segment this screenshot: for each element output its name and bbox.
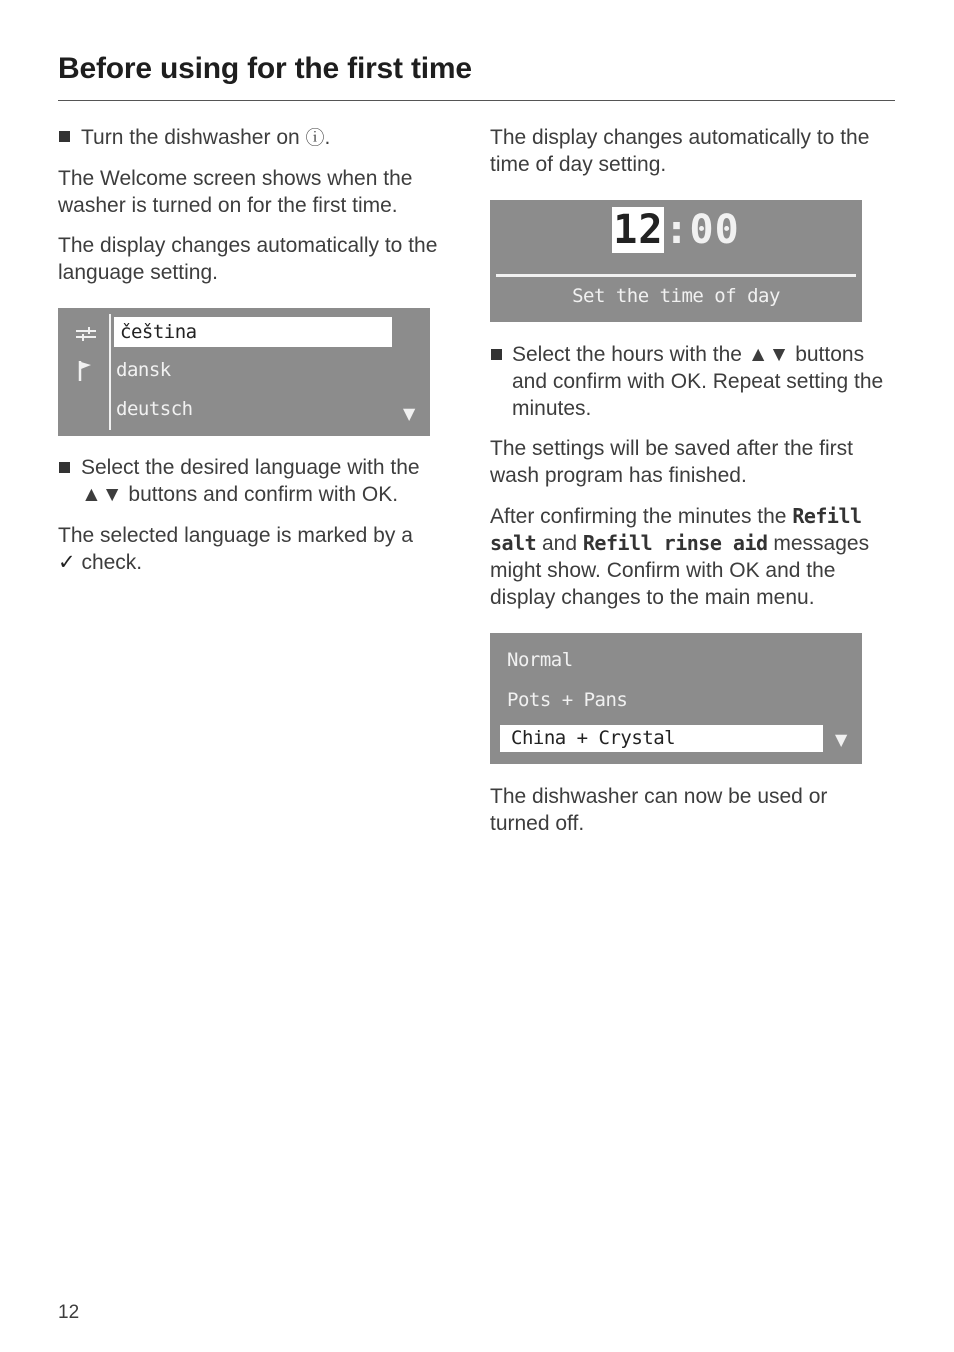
language-item-label: dansk: [116, 359, 171, 381]
main-menu-display: [490, 633, 862, 764]
scroll-down-icon: ▼: [835, 730, 848, 749]
language-item[interactable]: [116, 398, 193, 420]
bullet-icon: [59, 131, 70, 142]
language-paragraph: The display changes automatically to the language setting.: [58, 234, 438, 284]
time-display: [490, 200, 862, 322]
refill-salt-msg-a: Refill: [792, 504, 862, 528]
language-item-label: deutsch: [116, 398, 193, 420]
time-paragraph: The display changes automatically to the time of day setting.: [490, 126, 870, 176]
program-item[interactable]: [507, 689, 627, 711]
program-item-label: Pots + Pans: [507, 689, 628, 711]
after-and: and: [536, 532, 583, 555]
page-number: 12: [58, 1302, 80, 1323]
step-select-language: Select the desired language with the ▲▼ buttons and confirm with OK.: [81, 456, 420, 506]
bullet-icon: [491, 349, 502, 360]
program-item-selected[interactable]: [500, 725, 823, 752]
refill-rinse-aid-msg: Refill rinse aid: [582, 531, 768, 555]
step-turn-on: [81, 124, 461, 152]
power-icon: ⓘ: [305, 128, 325, 149]
language-item[interactable]: [116, 359, 171, 381]
time-divider: [496, 274, 856, 277]
flag-icon: [78, 360, 94, 386]
after-text-1: After confirming the minutes the: [490, 505, 793, 528]
final-paragraph: The dishwasher can now be used or turned off.: [490, 785, 828, 835]
program-item-label: Normal: [507, 649, 573, 671]
step-set-time: Select the hours with the ▲▼ buttons and confirm with OK. Repeat setting the minutes.: [512, 343, 884, 420]
time-readout: [490, 206, 862, 254]
settings-sliders-icon: [75, 326, 97, 346]
marked-text-b: check.: [75, 551, 143, 574]
program-item-label: China + Crystal: [511, 727, 676, 749]
welcome-paragraph: The Welcome screen shows when the washer is turned on for the first time.: [58, 167, 413, 217]
title-divider: [58, 100, 895, 101]
step-turn-on-text: Turn the dishwasher on: [81, 126, 306, 149]
language-display: [58, 308, 430, 436]
language-item-label: čeština: [120, 321, 197, 343]
page-title: Before using for the first time: [58, 52, 472, 85]
program-item[interactable]: [507, 649, 573, 671]
after-text-2: messages: [767, 532, 870, 555]
refill-salt-msg-b: salt: [490, 531, 537, 555]
check-icon: ✓: [58, 551, 76, 574]
bullet-icon: [59, 462, 70, 473]
step-turn-on-end: .: [324, 126, 331, 149]
saved-paragraph: The settings will be saved after the first wash program has finished.: [490, 437, 853, 487]
marked-paragraph: [58, 522, 458, 576]
marked-text-a: The selected language is marked by a: [58, 524, 413, 547]
time-hours[interactable]: 12: [613, 207, 664, 253]
time-separator: :: [664, 207, 690, 253]
time-caption: Set the time of day: [572, 285, 780, 307]
language-item-selected[interactable]: [114, 317, 392, 347]
menu-separator: [109, 314, 111, 430]
after-confirm-paragraph: [490, 503, 895, 611]
scroll-down-icon: ▼: [403, 404, 416, 423]
after-text-3: might show. Confirm with OK and the display changes to the main menu.: [490, 559, 836, 609]
time-minutes[interactable]: 00: [689, 207, 740, 253]
